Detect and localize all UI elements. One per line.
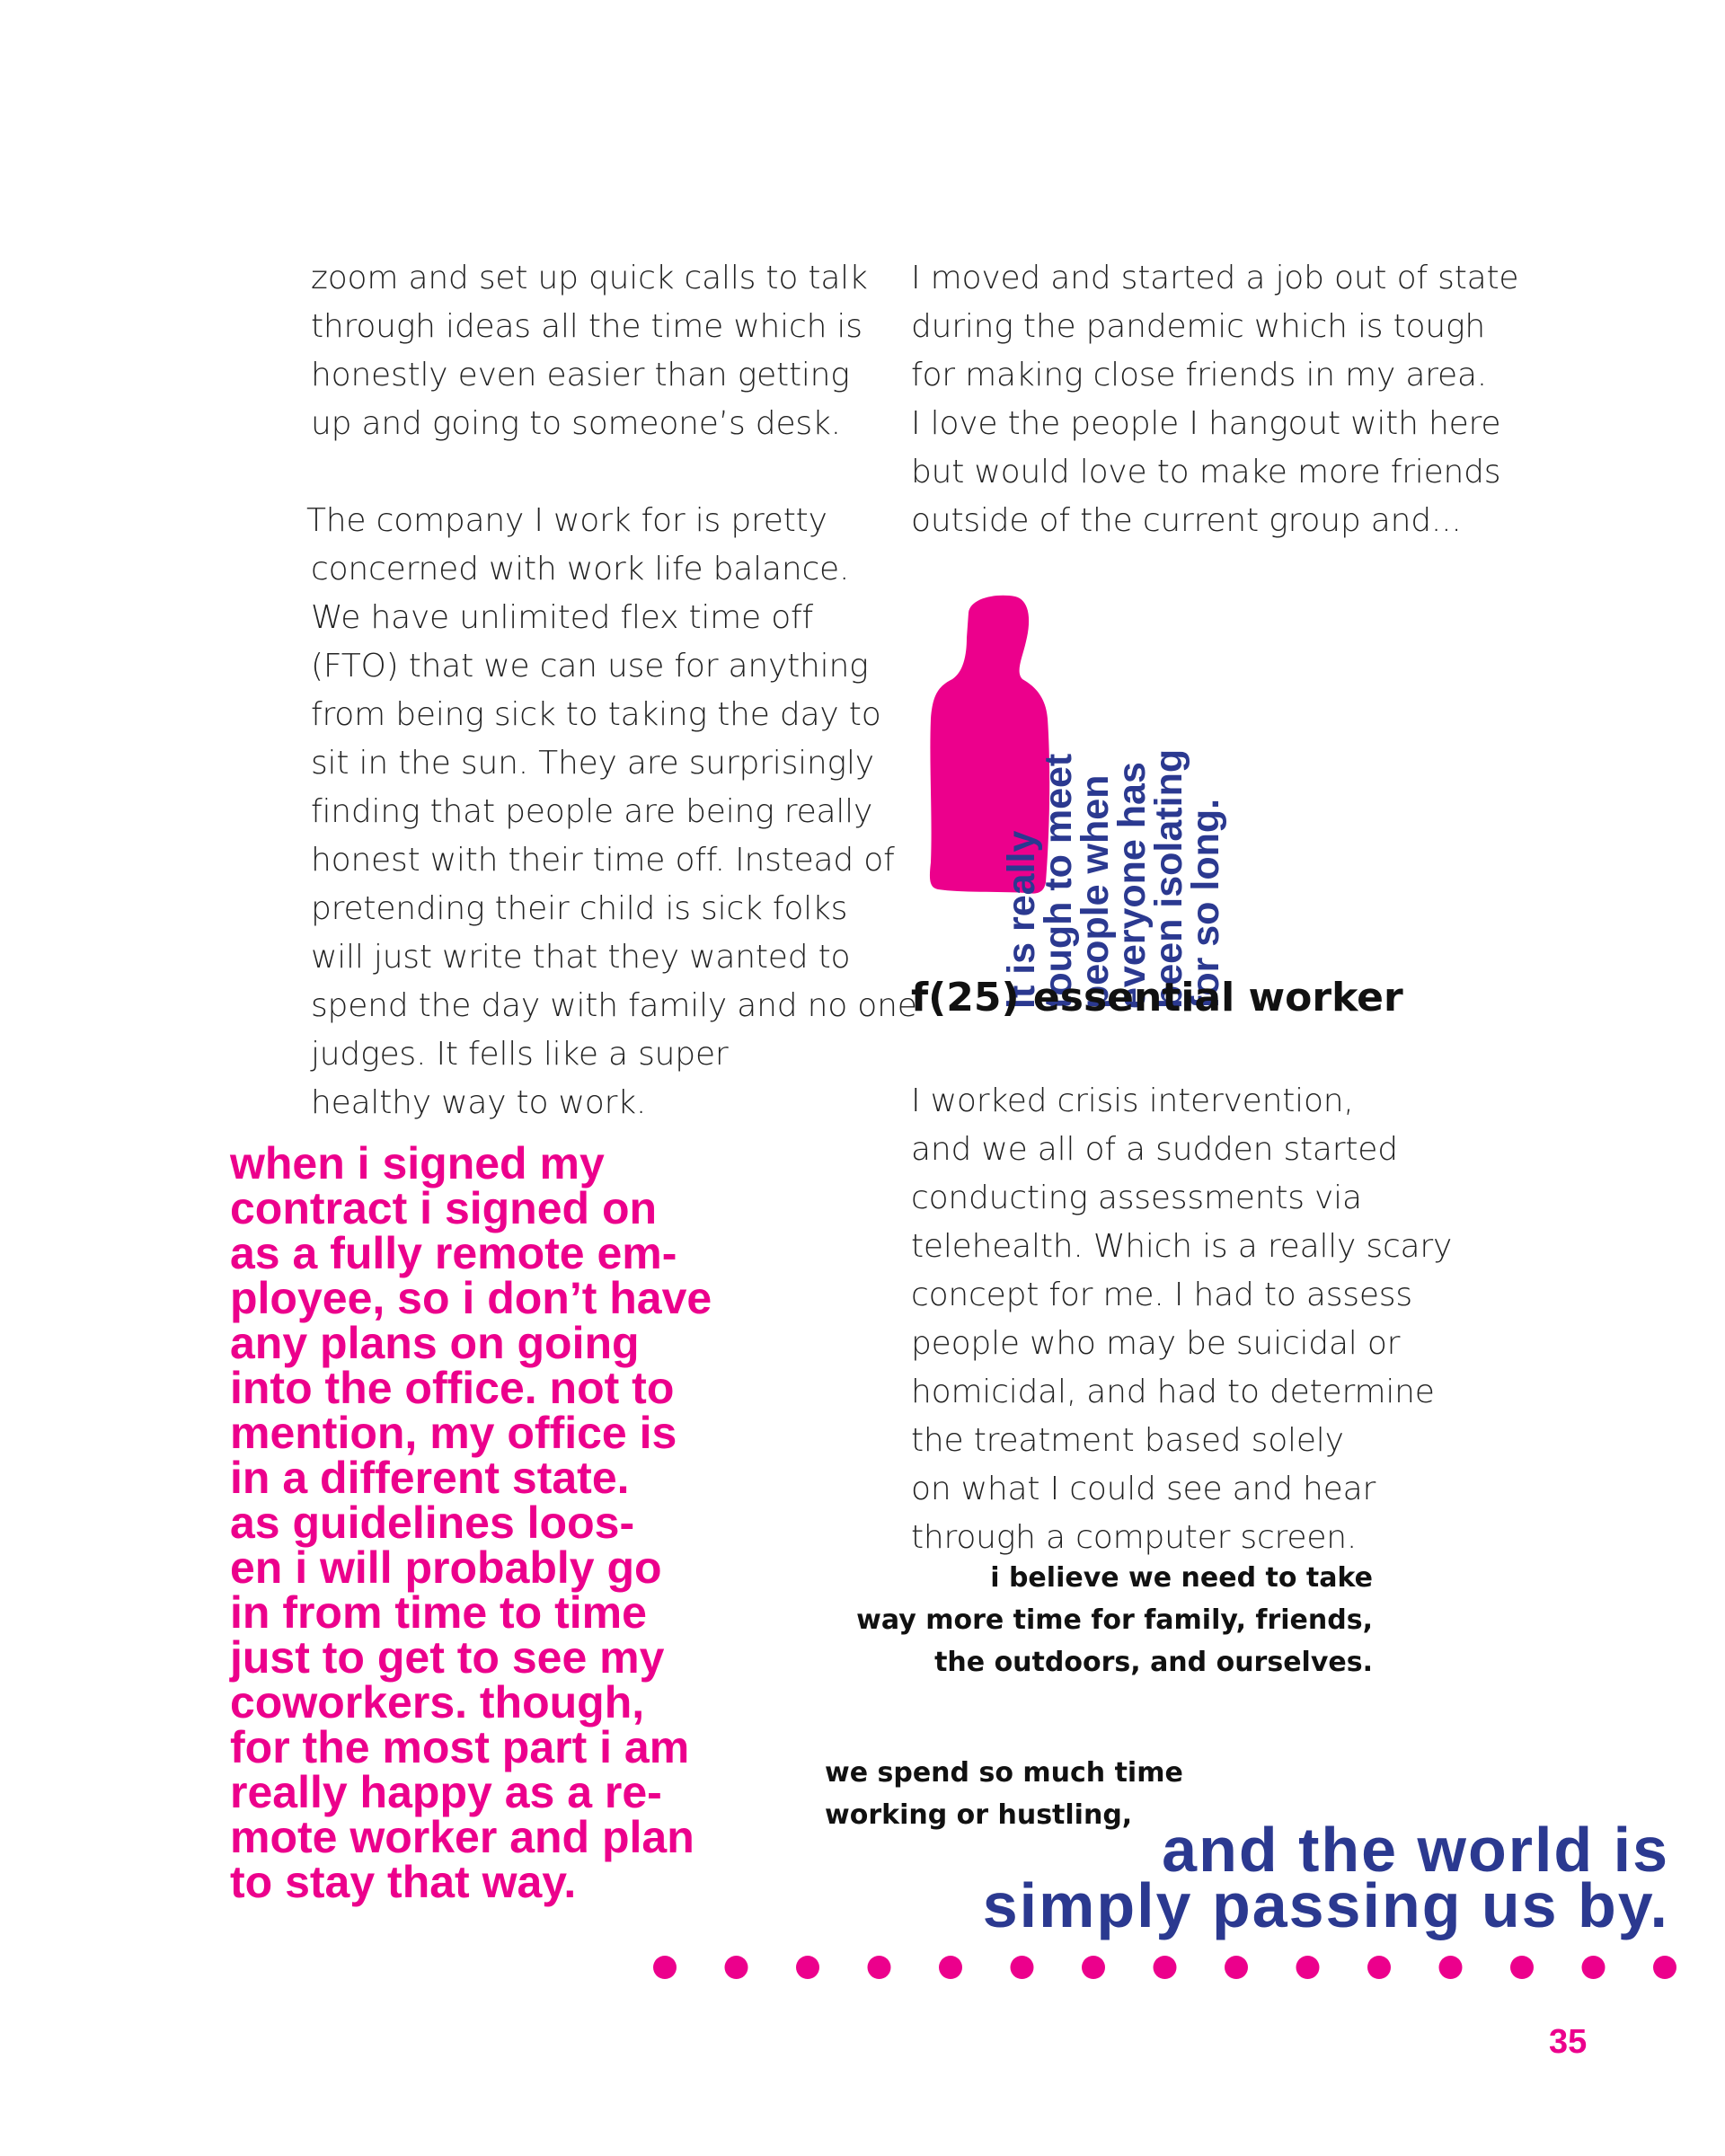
quote-line: tough to meet (1037, 753, 1080, 1009)
text-line: the treatment based solely (911, 1422, 1344, 1459)
dot (1367, 1956, 1391, 1979)
left-paragraph-1 (311, 254, 868, 448)
dot-divider (647, 1949, 1707, 1985)
left-paragraph-2 (306, 497, 917, 1127)
quote-line: as guidelines loos- (230, 1498, 635, 1548)
quote-line: really happy as a re- (230, 1767, 662, 1817)
quote-line: mote worker and plan (230, 1812, 694, 1862)
quote-line: way more time for family, friends, (856, 1604, 1373, 1636)
quote-line: for so long. (1184, 798, 1227, 1009)
quote-line: en i will probably go (230, 1542, 662, 1593)
rotated-quote (1000, 685, 1227, 1009)
text-line: conducting assessments via (911, 1180, 1362, 1216)
text-line: on what I could see and hear (911, 1471, 1376, 1507)
quote-line: we spend so much time (825, 1757, 1183, 1789)
text-line: spend the day with family and no one (311, 987, 917, 1024)
belief-quote (856, 1557, 1373, 1683)
text-line: zoom and set up quick calls to talk (311, 260, 868, 296)
quote-line: just to get to see my (230, 1632, 665, 1683)
text-line: I worked crisis intervention, (911, 1082, 1354, 1119)
dot (1439, 1956, 1463, 1979)
dot (796, 1956, 819, 1979)
text-line: healthy way to work. (311, 1084, 647, 1121)
quote-line: simply passing us by. (982, 1870, 1669, 1940)
quote-line: the outdoors, and ourselves. (934, 1647, 1373, 1678)
text-line: I love the people I hangout with here (911, 405, 1501, 442)
dot (653, 1956, 677, 1979)
text-line: from being sick to taking the day to (311, 696, 881, 733)
text-line: outside of the current group and... (911, 502, 1462, 539)
text-line: homicidal, and had to determine (911, 1374, 1435, 1410)
dot (1082, 1956, 1105, 1979)
right-paragraph-2 (911, 1077, 1452, 1562)
text-line: up and going to someone’s desk. (311, 405, 841, 442)
text-line: and we all of a sudden started (911, 1131, 1398, 1168)
pink-pull-quote (230, 1138, 712, 1907)
quote-line: ployee, so i don’t have (230, 1273, 712, 1323)
quote-line: everyone has (1110, 762, 1154, 1009)
quote-line: been isolating (1147, 748, 1190, 1009)
world-headline-quote (982, 1815, 1669, 1940)
text-line: concerned with work life balance. (311, 551, 850, 588)
dot (1582, 1956, 1606, 1979)
quote-line: i believe we need to take (990, 1562, 1373, 1594)
text-line: during the pandemic which is tough (911, 308, 1485, 345)
text-line: but would love to make more friends (911, 454, 1501, 490)
text-line: pretending their child is sick folks (311, 890, 848, 927)
quote-line: when i signed my (230, 1138, 605, 1188)
quote-line: in a different state. (230, 1453, 630, 1503)
text-line: honestly even easier than getting (311, 357, 850, 393)
page-number: 35 (1549, 2023, 1588, 2061)
quote-line: in from time to time (230, 1587, 647, 1638)
quote-line: coworkers. though, (230, 1677, 645, 1727)
right-paragraph-1 (911, 254, 1518, 545)
quote-line: mention, my office is (230, 1408, 677, 1458)
quote-line: to stay that way. (230, 1857, 577, 1907)
dot (1225, 1956, 1248, 1979)
quote-line: contract i signed on (230, 1183, 658, 1233)
text-line: sit in the sun. They are surprisingly (311, 745, 874, 782)
text-line: concept for me. I had to assess (911, 1277, 1412, 1313)
text-line: through a computer screen. (911, 1519, 1358, 1556)
dot (868, 1956, 891, 1979)
quote-line: and the world is (1162, 1815, 1669, 1885)
quote-line: as a fully remote em- (230, 1228, 677, 1278)
dot (939, 1956, 962, 1979)
quote-line: it is really (1000, 830, 1043, 1009)
text-line: telehealth. Which is a really scary (911, 1228, 1453, 1265)
dot (725, 1956, 748, 1979)
text-line: through ideas all the time which is (311, 308, 862, 345)
text-line: judges. It fells like a super (311, 1036, 729, 1073)
text-line: will just write that they wanted to (311, 939, 851, 976)
quote-line: people when (1074, 774, 1117, 1009)
dot (1653, 1956, 1676, 1979)
text-line: (FTO) that we can use for anything (311, 648, 869, 685)
section-heading: f(25) essential worker (911, 975, 1403, 1021)
text-line: finding that people are being really (311, 793, 873, 830)
text-line: honest with their time off. Instead of (311, 842, 895, 879)
quote-line: working or hustling, (825, 1799, 1133, 1831)
text-line: The company I work for is pretty (306, 502, 827, 539)
text-line: I moved and started a job out of state (911, 260, 1519, 296)
dot (1154, 1956, 1177, 1979)
quote-line: for the most part i am (230, 1722, 690, 1772)
dot (1296, 1956, 1320, 1979)
quote-line: into the office. not to (230, 1363, 675, 1413)
text-line: people who may be suicidal or (911, 1325, 1401, 1362)
dot (1011, 1956, 1034, 1979)
text-line: We have unlimited flex time off (311, 599, 814, 636)
text-line: for making close friends in my area. (911, 357, 1488, 393)
quote-line: any plans on going (230, 1318, 640, 1368)
dot (1510, 1956, 1534, 1979)
